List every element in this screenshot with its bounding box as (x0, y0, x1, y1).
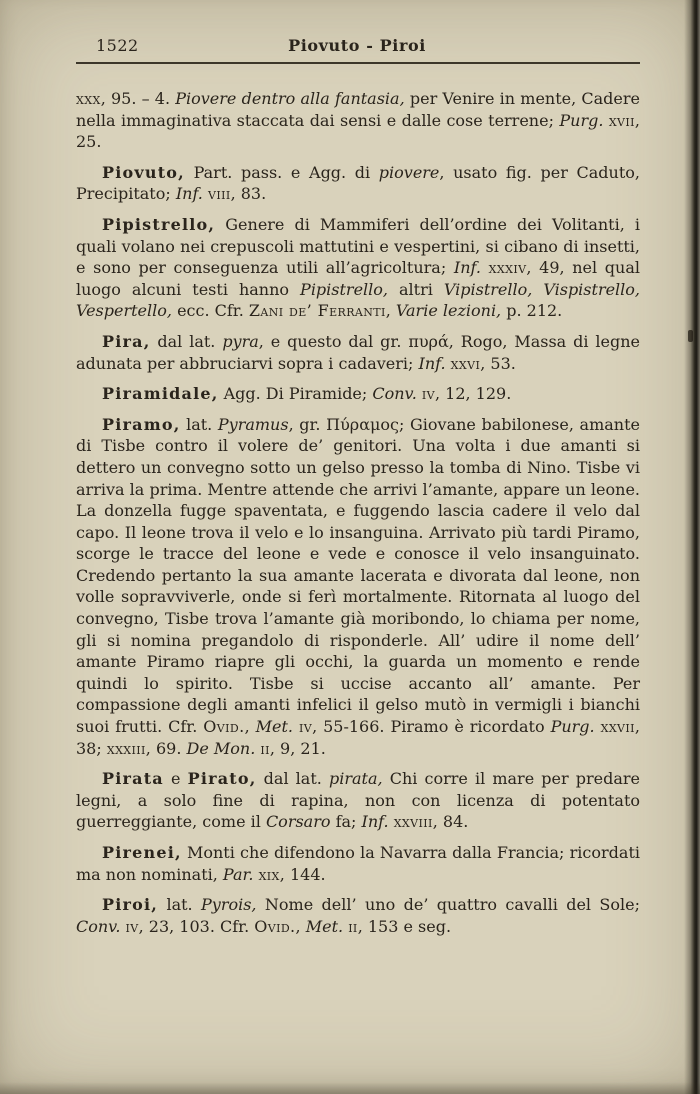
text-segment: , 153 e seg. (357, 916, 452, 936)
text-segment: Piramidale, (102, 384, 219, 404)
text-segment: , 69. (145, 738, 187, 758)
text-segment: Corsaro (265, 812, 331, 832)
text-segment: Purg. (550, 717, 595, 737)
page-number: 1522 (96, 36, 139, 55)
text-segment: iv (421, 384, 435, 404)
text-segment: , (385, 301, 396, 321)
text-segment: viii (207, 184, 231, 204)
entry-pirata (76, 768, 640, 833)
text-segment: Vipistrello, Vispistrello, Vespertello, (76, 279, 641, 321)
text-segment: , 95. – 4. (100, 89, 176, 108)
text-segment: xxvii (600, 717, 635, 737)
page-header (76, 36, 638, 58)
entry-pira (76, 331, 640, 374)
entry-continuation-piovere (76, 88, 640, 153)
text-segment: Genere di Mammiferi dell’ordine dei Volitanti, i quali volano nei crepuscoli mattutini e vespertini, si cibano di insetti, e sono per conseguenza utili all’agricoltura; (76, 214, 640, 278)
text-segment: , 144. (279, 864, 326, 884)
text-segment: Chi corre il mare per predare legni, a solo fine di rapina, non con licenza di potentato guerreggiante, come il (76, 769, 641, 832)
text-segment: Conv. (76, 916, 121, 936)
text-segment: xxx (76, 89, 101, 108)
scan-edge-right (684, 0, 700, 1094)
text-segment: , 55-166. Piramo è ricordato (312, 717, 551, 737)
text-segment: , e questo dal gr. πυρά, Rogo, Massa di legne adunata per abbruciarvi sopra i cadaveri; (76, 331, 641, 373)
text-segment: xxxiv (488, 258, 527, 278)
text-segment: p. 212. (501, 301, 563, 321)
text-segment: xix (258, 864, 280, 884)
text-segment: Piovere dentro alla fantasia, (175, 89, 405, 108)
text-segment: Met. (305, 916, 344, 936)
text-segment: , 9, 21. (269, 738, 326, 758)
entry-piramidale (76, 383, 640, 405)
text-segment: dal lat. (150, 331, 223, 351)
text-segment: , (295, 916, 306, 936)
entry-piroi (76, 894, 640, 937)
text-segment: Ovid. (203, 717, 245, 737)
text-segment: Conv. (372, 384, 417, 404)
text-segment: altri (388, 279, 444, 299)
text-segment: , 83. (230, 184, 267, 204)
text-segment: Pipistrello, (102, 214, 216, 234)
text-segment: Piovuto, (102, 162, 185, 182)
text-segment: iv (298, 717, 313, 737)
scan-edge-bottom (0, 1082, 700, 1094)
text-segment: piovere (378, 162, 440, 182)
text-segment: Pirenei, (102, 843, 182, 862)
text-segment: pyra (222, 331, 259, 351)
text-segment: Pirata (102, 769, 164, 789)
text-segment: lat. (158, 895, 202, 915)
text-segment: Pyramus (217, 414, 289, 434)
text-segment: Purg. (559, 110, 604, 130)
entry-pipistrello (76, 214, 640, 322)
text-segment: , 38; (76, 717, 640, 758)
text-segment: Varie lezioni, (395, 301, 502, 321)
text-segment: , 84. (432, 812, 469, 832)
text-segment: xxvi (450, 353, 481, 373)
text-segment: dal lat. (256, 769, 329, 789)
text-segment: , (244, 717, 256, 737)
text-segment (481, 258, 489, 277)
text-segment: Pipistrello, (300, 279, 388, 299)
text-segment: Inf. (453, 258, 481, 278)
text-segment: xvii (608, 110, 635, 130)
text-segment: Pira, (102, 331, 151, 351)
text-segment: Nome dell’ uno de’ quattro cavalli del Sole; (256, 895, 641, 915)
text-segment: , 49, nel qual luogo alcuni testi hanno (76, 258, 640, 299)
text-segment: Pirato, (187, 769, 257, 789)
text-segment: , 53. (480, 353, 516, 373)
text-segment: Piroi, (102, 895, 159, 915)
text-segment: Zani de’ Ferranti (248, 301, 386, 321)
text-segment: ii (260, 738, 270, 758)
text-segment: Inf. (418, 353, 446, 373)
text-segment: Inf. (361, 812, 389, 832)
text-segment: , 23, 103. Cfr. (138, 916, 255, 936)
entry-pirenei (76, 842, 640, 885)
text-segment: De Mon. (186, 738, 256, 758)
text-segment: Piramo, (102, 414, 181, 434)
text-segment: xxxiii (106, 738, 146, 758)
text-segment: Part. pass. e Agg. di (184, 162, 379, 182)
text-segment: ii (348, 916, 358, 936)
text-segment: Met. (255, 717, 293, 737)
text-segment: e (163, 769, 188, 789)
text-segment: , gr. Πύραμος; Giovane babilonese, amante di Tisbe contro il volere de’ genitori. Una volta i due amanti si dettero un convegno sotto un gelso presso la tomba di Nino. Tisbe vi arriva la prima. Mentre attende che arrivi l’amante, appare un leone. La donzella fugge spaventata, e fuggendo lascia cadere il velo dal capo. Il leone trova il velo e lo insanguina. Arrivato più tardi Piramo, scorge le tracce del leone e vede e conosce il velo insanguinato. Credendo pertanto la sua amante lacerata e divorata dal leone, non volle sopravviverle, onde si ferì mortalmente. Ritornata al luogo del convegno, Tisbe trova l’amante già moribondo, lo chiama per nome, gli si nomina pregandolo di risponderle. All’ udire il nome dell’ amante Piramo riapre gli occhi, la guarda un momento e rende quindi lo spirito. Tisbe si uccise accanto all’ amante. Per compassione degli amanti infelici il gelso mutò in vermigli i bianchi suoi frutti. Cfr. (76, 414, 640, 737)
text-segment: iv (125, 916, 139, 936)
header-rule (76, 62, 640, 64)
entry-piovuto (76, 162, 640, 205)
text-segment: xxviii (393, 812, 433, 832)
text-segment: lat. (180, 414, 218, 434)
dictionary-text (76, 88, 640, 946)
text-segment: per Venire in mente, Cadere nella immaginativa staccata dai sensi e dalle cose terrene; (76, 89, 641, 130)
text-segment: , 12, 129. (434, 384, 512, 404)
running-header: Piovuto - Piroi (288, 36, 426, 55)
text-segment: fa; (330, 812, 362, 832)
text-segment: pirata, (328, 769, 383, 789)
text-segment: ecc. Cfr. (171, 301, 249, 321)
entry-piramo (76, 414, 640, 760)
text-segment: Agg. Di Piramide; (218, 384, 373, 404)
text-segment: , 25. (76, 110, 640, 152)
text-segment: , usato fig. per Caduto, Precipitato; (76, 162, 640, 204)
text-segment: Ovid. (254, 916, 296, 936)
text-segment: Par. (222, 864, 254, 884)
text-segment: Monti che difendono la Navarra dalla Francia; ricordati ma non nominati, (76, 843, 640, 884)
text-segment: Pyrois, (201, 895, 257, 915)
text-segment: Inf. (175, 184, 203, 204)
